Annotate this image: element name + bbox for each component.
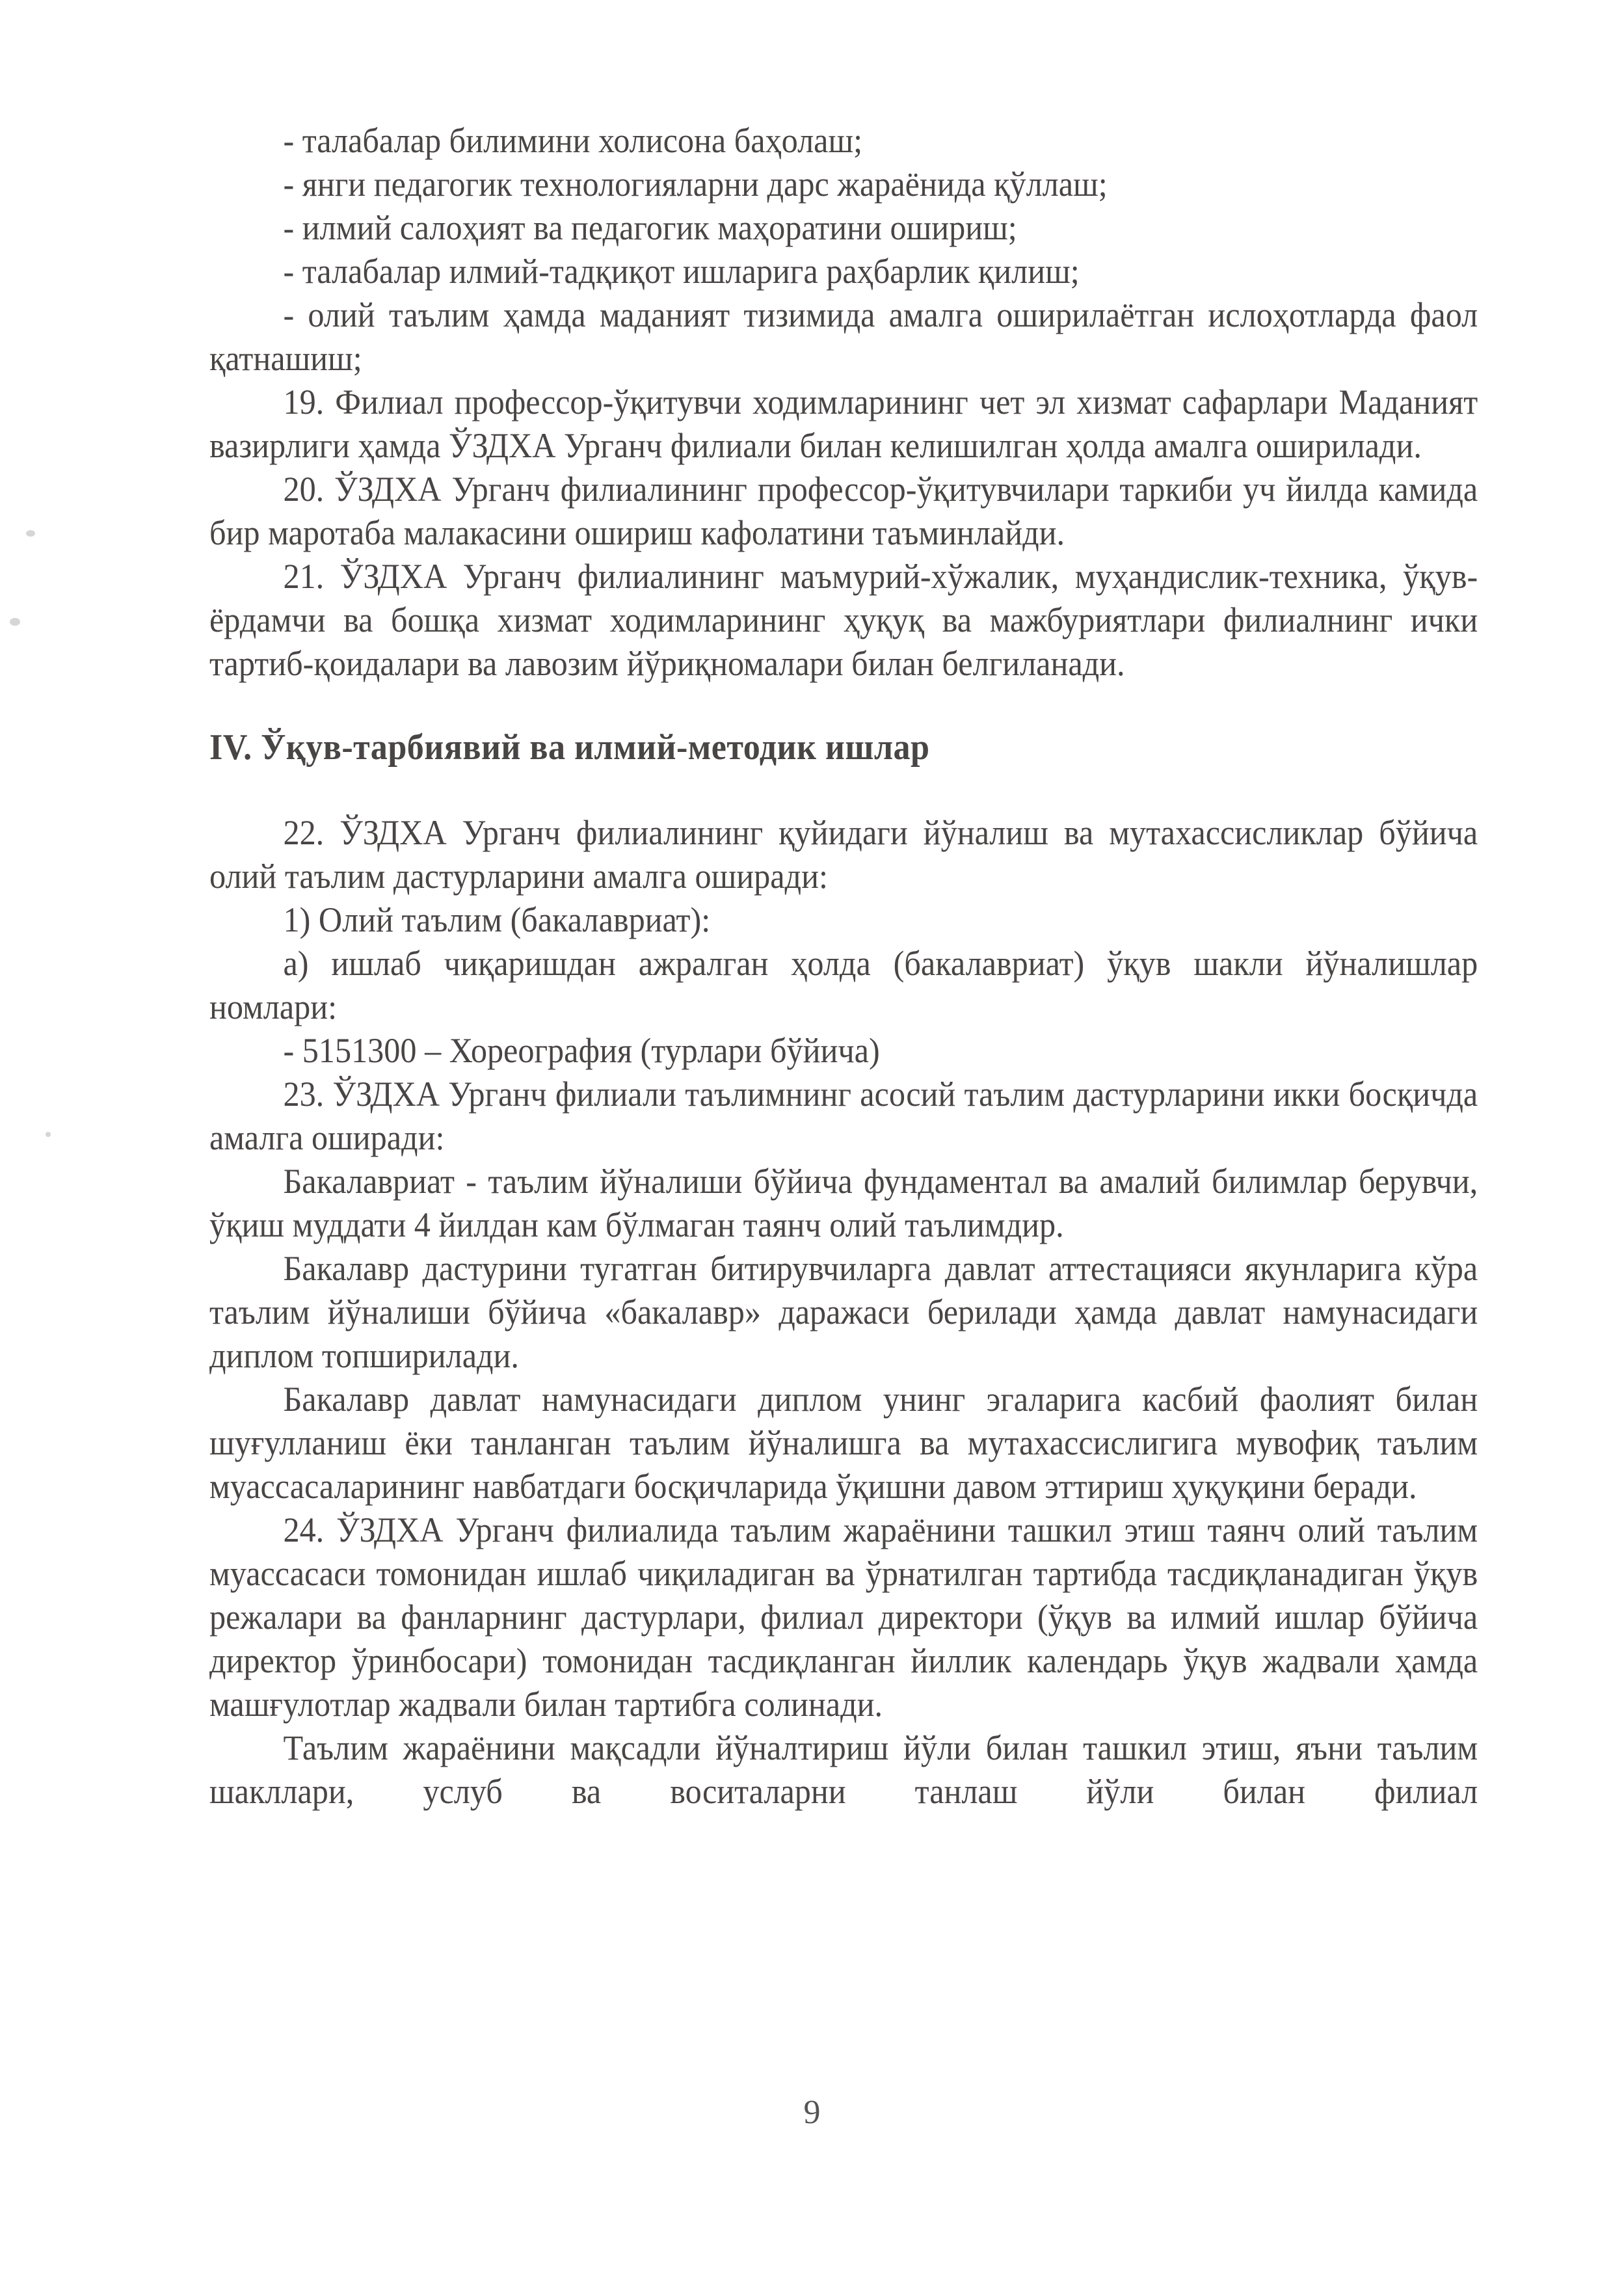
paragraph-23-bachelor-diploma: Бакалавр давлат намунасидаги диплом унинг эгаларига касбий фаолият билан шуғулланиш ёки танланган таълим йўналишга ва мутахассислигига мувофиқ таълим муассасаларининг навбатдаги босқичларида ўқишни давом эттириш ҳуқуқини беради. — [209, 1380, 1478, 1506]
paragraph-24: 24. ЎЗДХА Урганч филиалида таълим жараёнини ташкил этиш таянч олий таълим муассасаси томонидан ишлаб чиқиладиган ва ўрнатилган тартибда тасдиқланадиган ўқув режалари ва фанларнинг дастурлари, филиал директори (ўқув ва илмий ишлар бўйича директор ўринбосари) томонидан тасдиқланган йиллик календарь ўқув жадвали ҳамда машғулотлар жадвали билан тартибга солинади. — [209, 1510, 1478, 1724]
paragraph-22-item-a: а) ишлаб чиқаришдан ажралган ҳолда (бакалавриат) ўқув шакли йўналишлар номлари: — [209, 944, 1478, 1026]
paragraph-22-item-1: 1) Олий таълим (бакалавриат): — [283, 900, 711, 939]
paragraph-24-continued: Таълим жараёнини мақсадли йўналтириш йўли билан ташкил этиш, яъни таълим шакллари, услуб ва воситаларни танлаш йўли билан филиал — [209, 1728, 1478, 1811]
paragraph-19: 19. Филиал профессор-ўқитувчи ходимларининг чет эл хизмат сафарлари Маданият вазирлиги ҳамда ЎЗДХА Урганч филиали билан келишилган ҳолда амалга оширилади. — [209, 382, 1478, 465]
page-number: 9 — [803, 2094, 821, 2131]
paragraph-23: 23. ЎЗДХА Урганч филиали таълимнинг асосий таълим дастурларини икки босқичда амалга оширади: — [209, 1075, 1478, 1157]
paragraph-22: 22. ЎЗДХА Урганч филиалининг қуйидаги йўналиш ва мутахассисликлар бўйича олий таълим дастурларини амалга оширади: — [209, 813, 1478, 896]
paragraph-21: 21. ЎЗДХА Урганч филиалининг маъмурий-хўжалик, муҳандислик-техника, ўқув-ёрдамчи ва бошқа хизмат ходимларининг ҳуқуқ ва мажбуриятлари филиалнинг ички тартиб-қоидалари ва лавозим йўриқномалари билан белгиланади. — [209, 557, 1478, 683]
scan-speck — [26, 530, 35, 537]
paragraph-23-bachelor-definition: Бакалавриат - таълим йўналиши бўйича фундаментал ва амалий билимлар берувчи, ўқиш муддати 4 йилдан кам бўлмаган таянч олий таълимдир. — [209, 1162, 1478, 1244]
bullet-item: - олий таълим ҳамда маданият тизимида амалга оширилаётган ислоҳотларда фаол қатнашиш; — [209, 295, 1478, 378]
bullet-item: - талабалар билимини холисона баҳолаш; — [283, 121, 863, 160]
scan-speck — [46, 1132, 51, 1137]
paragraph-23-bachelor-degree: Бакалавр дастурини тугатган битирувчиларга давлат аттестацияси якунларига кўра таълим йўналиши бўйича «бакалавр» даражаси берилади ҳамда давлат намунасидаги диплом топширилади. — [209, 1249, 1478, 1375]
bullet-item: - илмий салоҳият ва педагогик маҳоратини ошириш; — [283, 208, 1017, 247]
document-body — [209, 119, 1478, 1814]
section-heading: IV. Ўқув-тарбиявий ва илмий-методик ишлар — [209, 727, 930, 768]
specialty-list-item: - 5151300 – Хореография (турлари бўйича) — [283, 1031, 880, 1070]
bullet-item: - талабалар илмий-тадқиқот ишларига раҳбарлик қилиш; — [283, 252, 1080, 291]
scan-speck — [10, 618, 20, 626]
document-page — [209, 119, 1478, 1814]
bullet-item: - янги педагогик технологияларни дарс жараёнида қўллаш; — [283, 165, 1108, 204]
paragraph-20: 20. ЎЗДХА Урганч филиалининг профессор-ўқитувчилари таркиби уч йилда камида бир маротаба малакасини ошириш кафолатини таъминлайди. — [209, 470, 1478, 552]
